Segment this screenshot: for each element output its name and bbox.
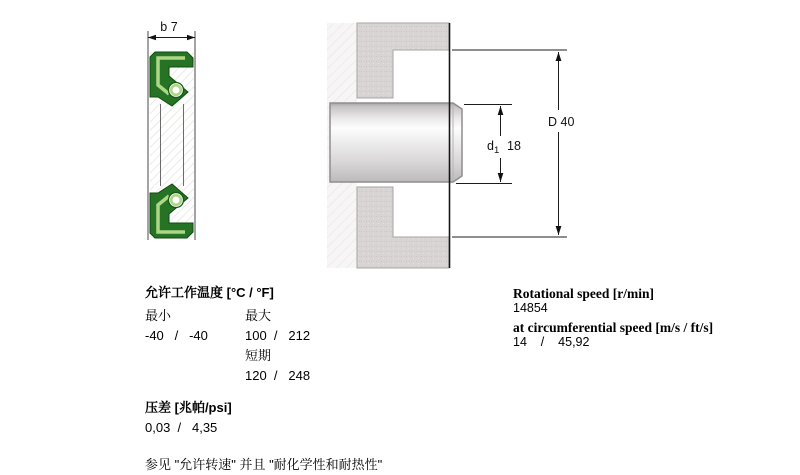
dimension-d1 xyxy=(456,105,521,184)
housing-block-top xyxy=(357,23,449,98)
temp-max-label: 最大 xyxy=(245,308,272,323)
specs-right-column xyxy=(513,286,713,354)
temp-short-term-value: 120 / 248 xyxy=(245,368,311,383)
temp-short-term-label: 短期 xyxy=(245,348,272,363)
shaft xyxy=(330,103,462,182)
seal-cross-section-diagram xyxy=(148,20,195,240)
temperature-table xyxy=(145,306,382,386)
dimension-b xyxy=(148,20,195,40)
rotational-speed-value: 14854 xyxy=(513,301,548,315)
circumferential-speed-title: at circumferential speed [m/s / ft/s] xyxy=(513,320,714,335)
specs-left-column xyxy=(145,283,382,475)
pressure-title: 压差 [兆帕/psi] xyxy=(145,400,232,415)
rotational-speed-title: Rotational speed [r/min] xyxy=(513,286,654,301)
dim-b-label: b 7 xyxy=(160,20,178,34)
housing-block-bottom xyxy=(357,187,449,268)
cross-reference-note: 参见 "允许转速" 并且 "耐化学性和耐热性" xyxy=(145,457,383,472)
temp-min-label: 最小 xyxy=(145,308,172,323)
dim-d1-label: $d_1$ 18 xyxy=(487,139,521,156)
temp-min-value: -40 / -40 xyxy=(145,328,208,343)
pressure-value: 0,03 / 4,35 xyxy=(145,420,218,435)
temp-max-value: 100 / 212 xyxy=(245,328,311,343)
housing-shaft-diagram xyxy=(327,23,574,268)
dim-D-label: D 40 xyxy=(548,115,575,129)
circumferential-speed-value: 14 / 45,92 xyxy=(513,335,590,349)
temperature-title: 允许工作温度 [°C / °F] xyxy=(145,285,274,300)
